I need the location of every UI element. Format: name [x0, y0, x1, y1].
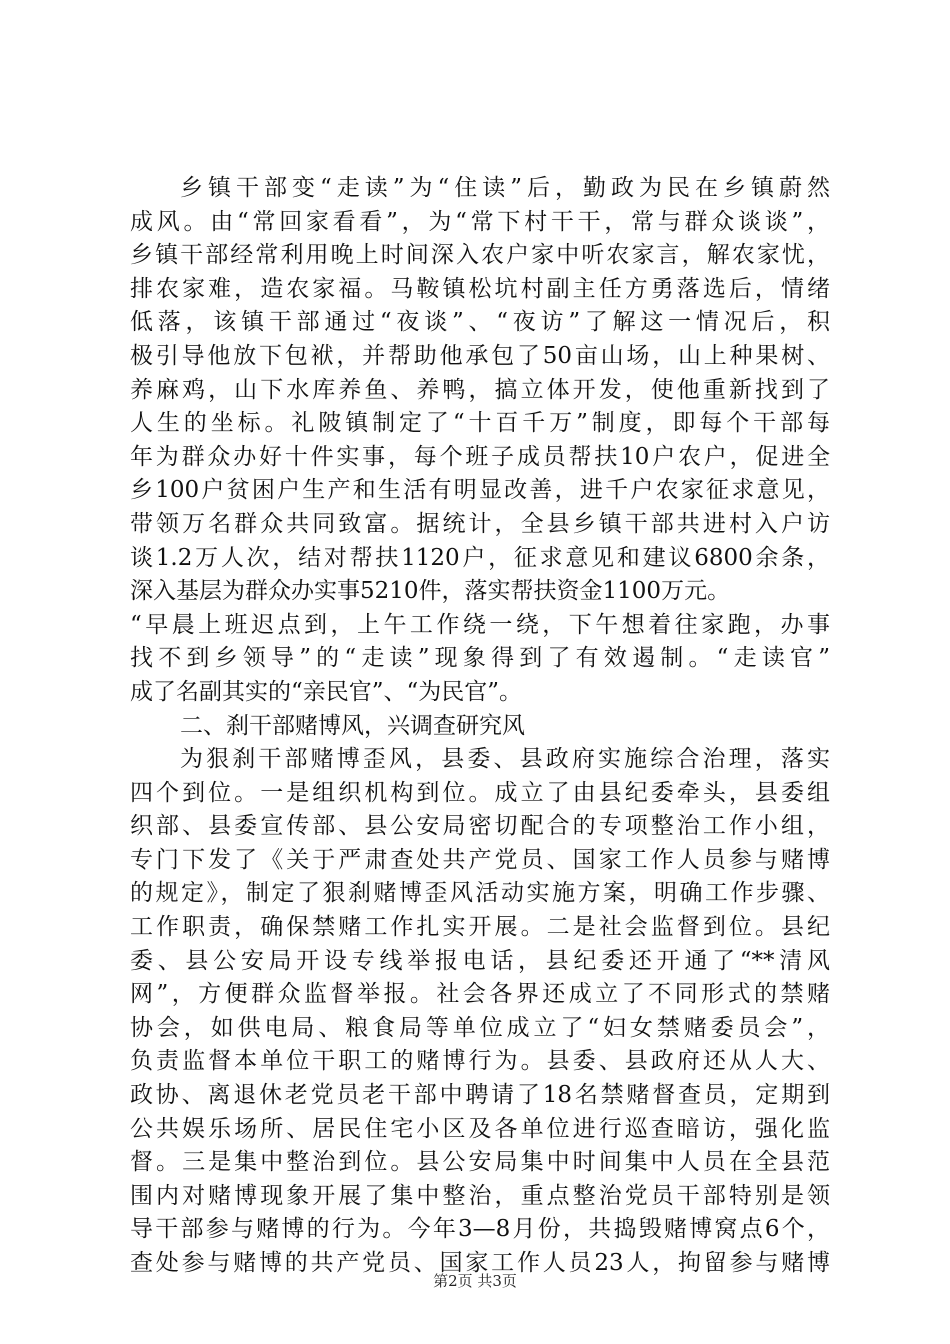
text-line: 四个到位。一是组织机构到位。成立了由县纪委牵头，县委组 [130, 779, 830, 806]
text-line: 导干部参与赌博的行为。今年3—8月份，共捣毁赌博窝点6个， [130, 1216, 830, 1243]
section-heading: 二、刹干部赌博风，兴调查研究风 [180, 712, 525, 739]
text-line: 年为群众办好十件实事，每个班子成员帮扶10户农户，促进全 [130, 443, 830, 470]
text-line: 乡100户贫困户生产和生活有明显改善，进千户农家征求意见， [130, 477, 830, 504]
text-line: 工作职责，确保禁赌工作扎实开展。二是社会监督到位。县纪 [130, 914, 830, 941]
text-line: 政协、离退休老党员老干部中聘请了18名禁赌督查员，定期到 [130, 1082, 830, 1109]
document-body [130, 172, 830, 1281]
text-line: 极引导他放下包袱，并帮助他承包了50亩山场，山上种果树、 [130, 342, 830, 369]
text-line: 成风。由“常回家看看”，为“常下村干干，常与群众谈谈”， [130, 208, 830, 235]
text-line: 养麻鸡，山下水库养鱼、养鸭，搞立体开发，使他重新找到了 [130, 376, 830, 403]
text-line: 负责监督本单位干职工的赌博行为。县委、县政府还从人大、 [130, 1048, 830, 1075]
text-line: “早晨上班迟点到，上午工作绕一绕，下午想着往家跑，办事 [130, 611, 830, 638]
text-line: 协会，如供电局、粮食局等单位成立了“妇女禁赌委员会”， [130, 1014, 830, 1041]
text-line: 为狠刹干部赌博歪风，县委、县政府实施综合治理，落实 [180, 746, 830, 773]
text-line: 人生的坐标。礼陂镇制定了“十百千万”制度，即每个干部每 [130, 410, 830, 437]
text-line: 深入基层为群众办实事5210件，落实帮扶资金1100万元。 [130, 578, 731, 605]
page-footer: 第2页 共3页 [433, 1272, 517, 1290]
text-line: 乡镇干部经常利用晚上时间深入农户家中听农家言，解农家忧， [130, 242, 830, 269]
text-line: 成了名副其实的“亲民官”、“为民官”。 [130, 678, 523, 705]
text-line: 督。三是集中整治到位。县公安局集中时间集中人员在全县范 [130, 1149, 830, 1176]
text-line: 乡镇干部变“走读”为“住读”后，勤政为民在乡镇蔚然 [180, 175, 830, 201]
text-line: 排农家难，造农家福。马鞍镇松坑村副主任方勇落选后，情绪 [130, 275, 830, 302]
text-line: 查处参与赌博的共产党员、国家工作人员23人，拘留参与赌博 [130, 1250, 830, 1276]
text-line: 找不到乡领导”的“走读”现象得到了有效遏制。“走读官” [130, 645, 830, 672]
text-line: 的规定》，制定了狠刹赌博歪风活动实施方案，明确工作步骤、 [130, 880, 830, 907]
text-line: 低落，该镇干部通过“夜谈”、“夜访”了解这一情况后，积 [130, 309, 830, 336]
text-line: 委、县公安局开设专线举报电话，县纪委还开通了“**清风 [130, 947, 830, 974]
text-line: 谈1.2万人次，结对帮扶1120户，征求意见和建议6800余条， [130, 544, 830, 571]
text-line: 带领万名群众共同致富。据统计，全县乡镇干部共进村入户访 [130, 510, 830, 537]
text-line: 公共娱乐场所、居民住宅小区及各单位进行巡查暗访，强化监 [130, 1115, 830, 1142]
text-line: 专门下发了《关于严肃查处共产党员、国家工作人员参与赌博 [130, 846, 830, 873]
text-line: 围内对赌博现象开展了集中整治，重点整治党员干部特别是领 [130, 1182, 830, 1209]
text-line: 织部、县委宣传部、县公安局密切配合的专项整治工作小组， [130, 813, 830, 840]
text-line: 网”，方便群众监督举报。社会各界还成立了不同形式的禁赌 [130, 981, 830, 1008]
